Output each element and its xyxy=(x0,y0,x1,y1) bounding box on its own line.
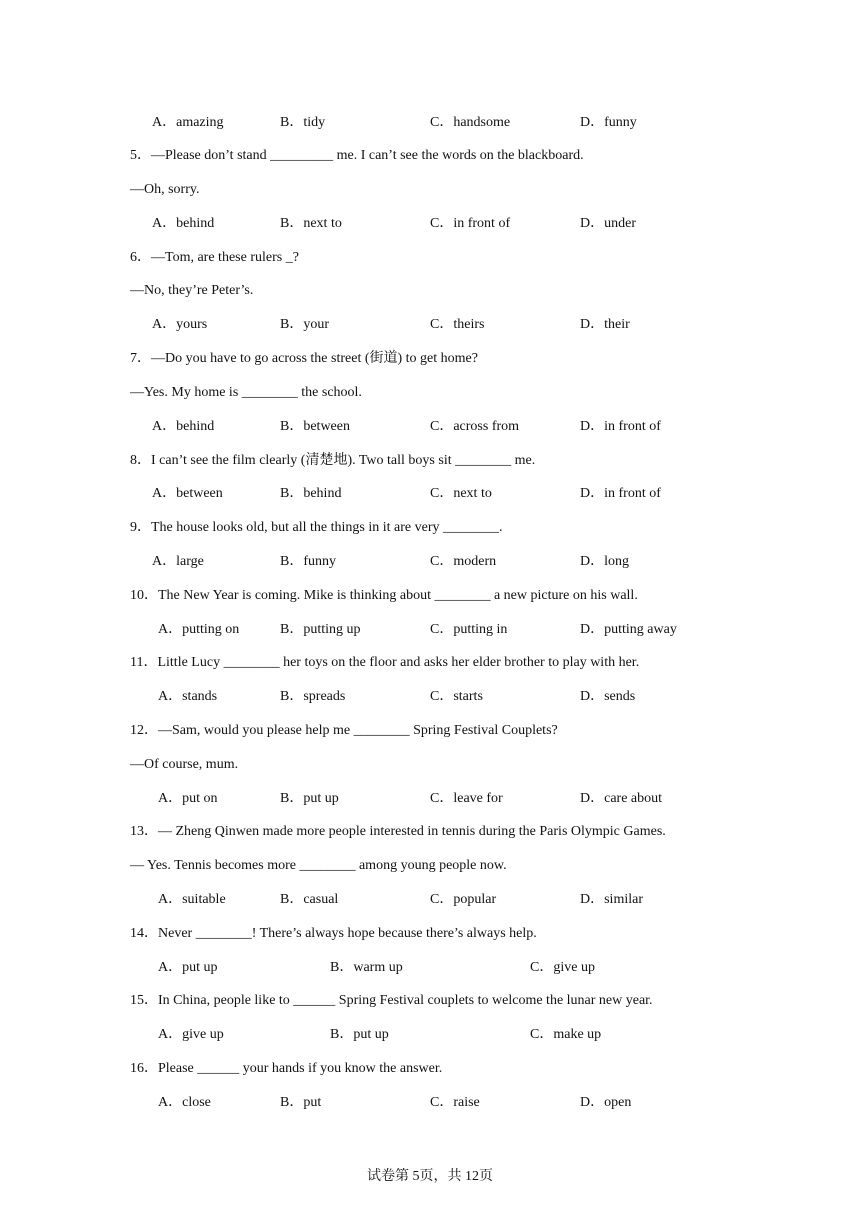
option-a: A．behind xyxy=(152,216,215,231)
option-a: A．give up xyxy=(158,1027,224,1042)
option-d: D．putting away xyxy=(580,622,677,637)
options-q4 xyxy=(0,114,860,132)
question-5-reply: —Oh, sorry. xyxy=(130,182,200,197)
option-c: C．handsome xyxy=(430,115,511,130)
question-13-stem: 13．— Zheng Qinwen made more people interested in tennis during the Paris Olympic Games. xyxy=(130,824,666,839)
option-d: D．their xyxy=(580,317,630,332)
option-b: B．your xyxy=(280,317,329,332)
question-12-stem: 12．—Sam, would you please help me ________ Spring Festival Couplets? xyxy=(130,723,558,738)
question-6-stem: 6．—Tom, are these rulers _? xyxy=(130,250,299,265)
option-c: C．modern xyxy=(430,554,497,569)
page-footer: 试卷第 5页，共 12页 xyxy=(367,1169,493,1184)
option-a: A．suitable xyxy=(158,892,226,907)
options-q5 xyxy=(0,215,860,233)
option-d: D．in front of xyxy=(580,486,661,501)
question-7-stem: 7．—Do you have to go across the street (街道) to get home? xyxy=(130,351,478,366)
option-b: B．between xyxy=(280,419,350,434)
option-c: C．next to xyxy=(430,486,492,501)
option-c: C．popular xyxy=(430,892,497,907)
option-d: D．funny xyxy=(580,115,637,130)
option-a: A．between xyxy=(152,486,223,501)
question-14-stem: 14．Never ________! There’s always hope because there’s always help. xyxy=(130,926,537,941)
option-a: A．yours xyxy=(152,317,208,332)
question-8-stem: 8．I can’t see the film clearly (清楚地). Two tall boys sit ________ me. xyxy=(130,453,536,468)
option-c: C．in front of xyxy=(430,216,511,231)
options-q11 xyxy=(0,688,860,706)
options-q13 xyxy=(0,891,860,909)
option-d: D．long xyxy=(580,554,629,569)
option-d: D．sends xyxy=(580,689,636,704)
option-b: B．next to xyxy=(280,216,342,231)
option-b: B．tidy xyxy=(280,115,326,130)
options-q14 xyxy=(0,959,860,977)
options-q7 xyxy=(0,418,860,436)
question-5-stem: 5．—Please don’t stand _________ me. I can’t see the words on the blackboard. xyxy=(130,148,584,163)
option-a: A．amazing xyxy=(152,115,224,130)
options-q12 xyxy=(0,790,860,808)
option-c: C．give up xyxy=(530,960,595,975)
option-b: B．put up xyxy=(280,791,339,806)
option-d: D．under xyxy=(580,216,636,231)
option-b: B．put up xyxy=(330,1027,389,1042)
question-9-stem: 9．The house looks old, but all the things in it are very ________. xyxy=(130,520,503,535)
option-d: D．care about xyxy=(580,791,663,806)
question-7-reply: —Yes. My home is ________ the school. xyxy=(130,385,362,400)
options-q8 xyxy=(0,485,860,503)
option-b: B．behind xyxy=(280,486,342,501)
option-c: C．raise xyxy=(430,1095,480,1110)
option-b: B．casual xyxy=(280,892,339,907)
question-11-stem: 11．Little Lucy ________ her toys on the floor and asks her elder brother to play with her. xyxy=(130,655,640,670)
option-b: B．spreads xyxy=(280,689,346,704)
question-6-reply: —No, they’re Peter’s. xyxy=(130,283,254,298)
option-c: C．theirs xyxy=(430,317,485,332)
option-a: A．stands xyxy=(158,689,218,704)
options-q16 xyxy=(0,1094,860,1112)
options-q15 xyxy=(0,1026,860,1044)
question-12-reply: —Of course, mum. xyxy=(130,757,239,772)
question-10-stem: 10．The New Year is coming. Mike is thinking about ________ a new picture on his wall. xyxy=(130,588,638,603)
option-a: A．close xyxy=(158,1095,211,1110)
options-q6 xyxy=(0,316,860,334)
option-b: B．put xyxy=(280,1095,322,1110)
option-c: C．starts xyxy=(430,689,483,704)
option-b: B．funny xyxy=(280,554,336,569)
option-b: B．warm up xyxy=(330,960,403,975)
question-15-stem: 15．In China, people like to ______ Spring Festival couplets to welcome the lunar new year. xyxy=(130,993,653,1008)
options-q9 xyxy=(0,553,860,571)
option-d: D．in front of xyxy=(580,419,661,434)
option-d: D．open xyxy=(580,1095,632,1110)
option-c: C．leave for xyxy=(430,791,503,806)
option-d: D．similar xyxy=(580,892,643,907)
option-a: A．large xyxy=(152,554,204,569)
option-c: C．across from xyxy=(430,419,520,434)
option-b: B．putting up xyxy=(280,622,361,637)
question-16-stem: 16．Please ______ your hands if you know the answer. xyxy=(130,1061,443,1076)
option-a: A．put up xyxy=(158,960,218,975)
options-q10 xyxy=(0,621,860,639)
option-a: A．behind xyxy=(152,419,215,434)
question-13-reply: — Yes. Tennis becomes more ________ among young people now. xyxy=(130,858,507,873)
option-a: A．put on xyxy=(158,791,218,806)
option-c: C．make up xyxy=(530,1027,602,1042)
option-c: C．putting in xyxy=(430,622,508,637)
option-a: A．putting on xyxy=(158,622,240,637)
